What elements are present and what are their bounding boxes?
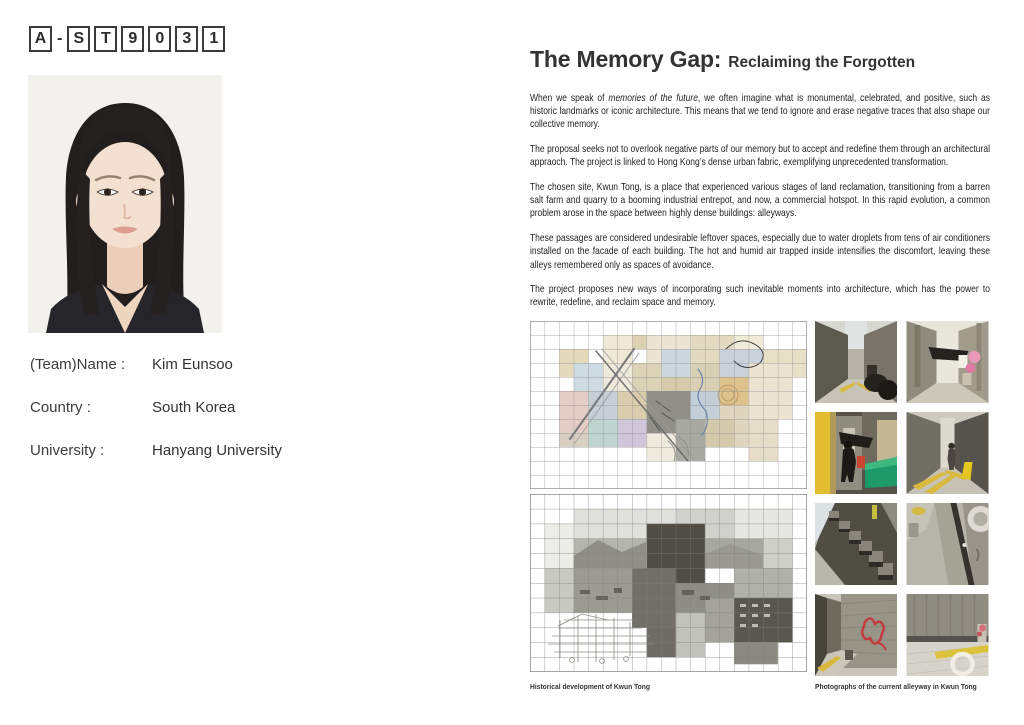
entry-code-char: A [29,26,52,52]
paragraph-3: The chosen site, Kwun Tong, is a place that experienced various stages of land reclamation, transitioning from a barren salt farm and quarry to a booming industrial entrepot, and now, a commercial hotspot. In this rapid evolution, a common problem arose in the space between highly dense buildings: alleyways. [530,182,990,220]
entry-code-char: 9 [121,26,144,52]
entry-code [29,26,225,52]
entry-code-char: 1 [202,26,225,52]
alley-photo-4 [906,412,989,494]
entry-code-char: 0 [148,26,171,52]
info-row-university [30,442,282,459]
entry-code-char: T [94,26,117,52]
alley-photo-2 [906,321,989,403]
caption-historical-development: Historical development of Kwun Tong [530,682,650,691]
page-title [530,46,992,73]
entry-code-char: 3 [175,26,198,52]
entry-code-char: S [67,26,90,52]
paragraph-4: These passages are considered undesirable leftover spaces, especially due to water droplets from tens of air conditioners installed on the facade of each building. The hot and humid air trapped inside intensifies the discomfort, leaving these alleys remembered only as spaces of avoidance. [530,233,990,271]
title-main: The Memory Gap: [530,46,722,72]
alley-photo-1 [815,321,897,403]
info-row-country [30,399,282,416]
map-collage [530,321,807,494]
paragraph-5: The project proposes new ways of incorporating such inevitable moments into architecture, which has the power to rewrite, redefine, and reclaim space and memory. [530,284,990,309]
italic-phrase: memories of the future [608,93,698,104]
alley-photo-8 [906,594,989,676]
country-value: South Korea [152,399,236,416]
name-label: (Team)Name : [30,356,126,373]
paragraph-2: The proposal seeks not to overlook negative parts of our memory but to accept and redefine them through an architectural appraoch. The project is linked to Hong Kong’s dense urban fabric, exemplifying unprecedented transformation. [530,144,990,169]
info-row-name [30,356,282,373]
country-label: Country : [30,399,91,416]
article-body [530,92,990,321]
alley-photo-3 [815,412,897,494]
historical-collage [530,494,807,677]
name-value: Kim Eunsoo [152,356,233,373]
title-subtitle: Reclaiming the Forgotten [728,54,916,71]
university-label: University : [30,442,105,459]
university-value: Hanyang University [152,442,283,459]
alley-photo-6 [906,503,989,585]
entrant-info [30,356,282,485]
alley-photo-grid [815,321,989,676]
caption-alleyway-photos: Photographs of the current alleyway in Kwun Tong [815,682,977,691]
entry-code-dash: - [57,30,63,47]
portrait-photo [28,75,222,333]
paragraph-1: When we speak of memories of the future, we often imagine what is monumental, celebrated, and positive, such as historic landmarks or iconic architecture. This means that we tend to ignore and erase negative traces that also shape our collective memory. [530,93,990,131]
alley-photo-7 [815,594,897,676]
alley-photo-5 [815,503,897,585]
